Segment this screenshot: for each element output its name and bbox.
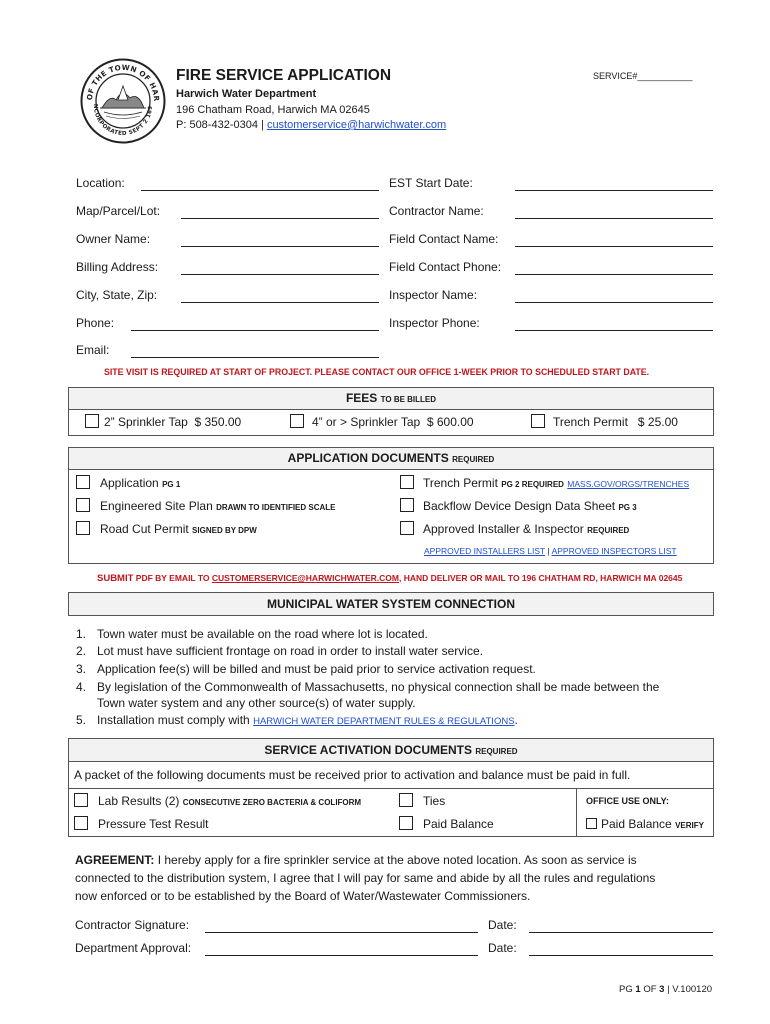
municipal-item: 1. Town water must be available on the road where lot is located.: [76, 627, 428, 641]
ties-checkbox[interactable]: [399, 793, 413, 807]
department-date-line[interactable]: [529, 955, 713, 956]
form-right-label: Contractor Name:: [389, 204, 484, 218]
form-left-input-line[interactable]: [181, 218, 379, 219]
form-left-label: City, State, Zip:: [76, 288, 158, 302]
submit-email-link[interactable]: CUSTOMERSERVICE@HARWICHWATER.COM: [211, 573, 399, 583]
activation-header: [68, 738, 714, 762]
doc-application-checkbox[interactable]: [76, 475, 90, 489]
fee-trench-price: $ 25.00: [637, 415, 678, 429]
ties-label: Ties: [423, 794, 446, 808]
municipal-item: 3. Application fee(s) will be billed and must be paid prior to service activation request.: [76, 662, 536, 676]
office-use-title: OFFICE USE ONLY:: [586, 796, 670, 806]
department-approval-label: Department Approval:: [75, 941, 192, 955]
fee-2in-checkbox[interactable]: [85, 414, 99, 428]
form-left-label: Phone:: [76, 316, 115, 330]
department-approval-line[interactable]: [205, 955, 478, 956]
form-left-label: Email:: [76, 343, 110, 357]
lab-results-label: Lab Results (2) CONSECUTIVE ZERO BACTERIA & COLIFORM: [98, 794, 362, 808]
form-left-input-line[interactable]: [131, 330, 379, 331]
department-date-label: Date:: [488, 941, 517, 955]
approved-lists-links: APPROVED INSTALLERS LIST | APPROVED INSPECTORS LIST: [424, 546, 677, 556]
department-address: 196 Chatham Road, Harwich MA 02645: [176, 104, 370, 116]
form-right-label: Field Contact Name:: [389, 232, 499, 246]
department-phone: P: 508-432-0304 |: [176, 119, 264, 131]
doc-application-label: Application PG 1: [100, 476, 181, 490]
department-contact: [176, 119, 446, 131]
activation-intro: A packet of the following documents must be received prior to activation and balance must be paid in full.: [74, 768, 631, 782]
submit-instructions: SUBMIT PDF BY EMAIL TO CUSTOMERSERVICE@HARWICHWATER.COM, HAND DELIVER OR MAIL TO 196 CHATHAM RD, HARWICH MA 02645: [97, 573, 683, 584]
app-docs-header: [68, 447, 714, 470]
form-left-label: Map/Parcel/Lot:: [76, 204, 161, 218]
rules-regulations-link[interactable]: HARWICH WATER DEPARTMENT RULES & REGULATIONS: [253, 716, 515, 727]
form-right-label: EST Start Date:: [389, 176, 473, 190]
fees-subtitle: TO BE BILLED: [380, 395, 437, 404]
fee-4in-price: $ 600.00: [426, 415, 474, 429]
page-footer: PG 1 OF 3 | V.100120: [619, 984, 713, 995]
municipal-item: 4. By legislation of the Commonwealth of Massachusetts, no physical connection shall be made between the: [76, 680, 660, 694]
trench-permit-link[interactable]: MASS.GOV/ORGS/TRENCHES: [567, 479, 690, 489]
approved-inspectors-link[interactable]: APPROVED INSPECTORS LIST: [551, 546, 677, 556]
form-left-input-line[interactable]: [141, 190, 379, 191]
municipal-header: [68, 592, 714, 616]
fees-header: [68, 387, 714, 410]
form-right-label: Inspector Name:: [389, 288, 478, 302]
service-number: SERVICE#___________: [593, 71, 693, 81]
form-left-input-line[interactable]: [181, 302, 379, 303]
fee-2in-label: 2” Sprinkler Tap $ 350.00: [104, 415, 242, 429]
municipal-item-5: 5. Installation must comply with HARWICH WATER DEPARTMENT RULES & REGULATIONS.: [76, 713, 518, 727]
lab-results-checkbox[interactable]: [74, 793, 88, 807]
site-visit-notice: SITE VISIT IS REQUIRED AT START OF PROJECT. PLEASE CONTACT OUR OFFICE 1-WEEK PRIOR TO SCHEDULED START DATE.: [104, 367, 650, 377]
svg-text:INCORPORATED SEPT 2 1694: NCORPORATED SEPT 2 169: [91, 103, 155, 138]
form-left-label: Location:: [76, 176, 125, 190]
svg-text:SEAL OF THE TOWN OF HARWICH: OF THE TOWN OF HAR: [84, 62, 162, 102]
agreement-label: AGREEMENT:: [75, 853, 155, 867]
paid-balance-label: Paid Balance: [423, 817, 494, 831]
doc-road-cut-label: Road Cut Permit SIGNED BY DPW: [100, 522, 257, 536]
doc-backflow-checkbox[interactable]: [400, 498, 414, 512]
agreement-line-3: now enforced or to be established by the Board of Water/Wastewater Commissioners.: [75, 889, 531, 903]
fee-trench-checkbox[interactable]: [531, 414, 545, 428]
fee-4in-checkbox[interactable]: [290, 414, 304, 428]
pressure-test-checkbox[interactable]: [74, 816, 88, 830]
fees-title: FEES: [345, 391, 378, 405]
form-left-input-line[interactable]: [131, 357, 379, 358]
contractor-date-label: Date:: [488, 918, 517, 932]
form-right-input-line[interactable]: [515, 274, 713, 275]
activation-title: SERVICE ACTIVATION DOCUMENTS: [264, 743, 472, 757]
paid-balance-checkbox[interactable]: [399, 816, 413, 830]
office-paid-checkbox[interactable]: [586, 818, 597, 829]
office-paid-label: Paid Balance VERIFY: [601, 817, 704, 831]
activation-subtitle: REQUIRED: [475, 747, 518, 756]
form-right-label: Field Contact Phone:: [389, 260, 502, 274]
form-left-label: Billing Address:: [76, 260, 159, 274]
form-left-input-line[interactable]: [181, 246, 379, 247]
department-email-link[interactable]: customerservice@harwichwater.com: [266, 119, 447, 131]
department-name: Harwich Water Department: [176, 88, 317, 100]
form-right-input-line[interactable]: [515, 330, 713, 331]
agreement-line-2: connected to the distribution system, I agree that I will pay for same and abide by all the rules and regulations: [75, 871, 656, 885]
app-docs-title: APPLICATION DOCUMENTS: [287, 451, 449, 465]
form-left-input-line[interactable]: [181, 274, 379, 275]
doc-trench-permit-checkbox[interactable]: [400, 475, 414, 489]
town-seal: [80, 58, 166, 144]
municipal-item: 2. Lot must have sufficient frontage on road in order to install water service.: [76, 644, 483, 658]
doc-installer-checkbox[interactable]: [400, 521, 414, 535]
form-right-input-line[interactable]: [515, 246, 713, 247]
form-right-input-line[interactable]: [515, 218, 713, 219]
doc-backflow-label: Backflow Device Design Data Sheet PG 3: [423, 499, 637, 513]
form-left-label: Owner Name:: [76, 232, 151, 246]
agreement-line-1: AGREEMENT: I hereby apply for a fire sprinkler service at the above noted location. As soon as service is: [75, 853, 637, 867]
municipal-title: MUNICIPAL WATER SYSTEM CONNECTION: [266, 597, 515, 611]
municipal-item: Town water system and any other source(s) of water supply.: [97, 696, 416, 710]
doc-installer-label: Approved Installer & Inspector REQUIRED: [423, 522, 630, 536]
fee-trench-label: Trench Permit $ 25.00: [553, 415, 678, 429]
pressure-test-label: Pressure Test Result: [98, 817, 209, 831]
form-right-label: Inspector Phone:: [389, 316, 480, 330]
approved-installers-link[interactable]: APPROVED INSTALLERS LIST: [424, 546, 546, 556]
contractor-signature-line[interactable]: [205, 932, 478, 933]
fee-4in-label: 4” or > Sprinkler Tap $ 600.00: [312, 415, 474, 429]
contractor-date-line[interactable]: [529, 932, 713, 933]
doc-site-plan-label: Engineered Site Plan DRAWN TO IDENTIFIED SCALE: [100, 499, 336, 513]
contractor-signature-label: Contractor Signature:: [75, 918, 190, 932]
app-docs-subtitle: REQUIRED: [452, 455, 495, 464]
form-right-input-line[interactable]: [515, 190, 713, 191]
page-title: FIRE SERVICE APPLICATION: [176, 67, 392, 84]
form-right-input-line[interactable]: [515, 302, 713, 303]
fee-2in-price: $ 350.00: [194, 415, 242, 429]
doc-trench-permit-label: Trench Permit PG 2 REQUIRED MASS.GOV/ORGS/TRENCHES: [423, 476, 690, 490]
doc-site-plan-checkbox[interactable]: [76, 498, 90, 512]
doc-road-cut-checkbox[interactable]: [76, 521, 90, 535]
